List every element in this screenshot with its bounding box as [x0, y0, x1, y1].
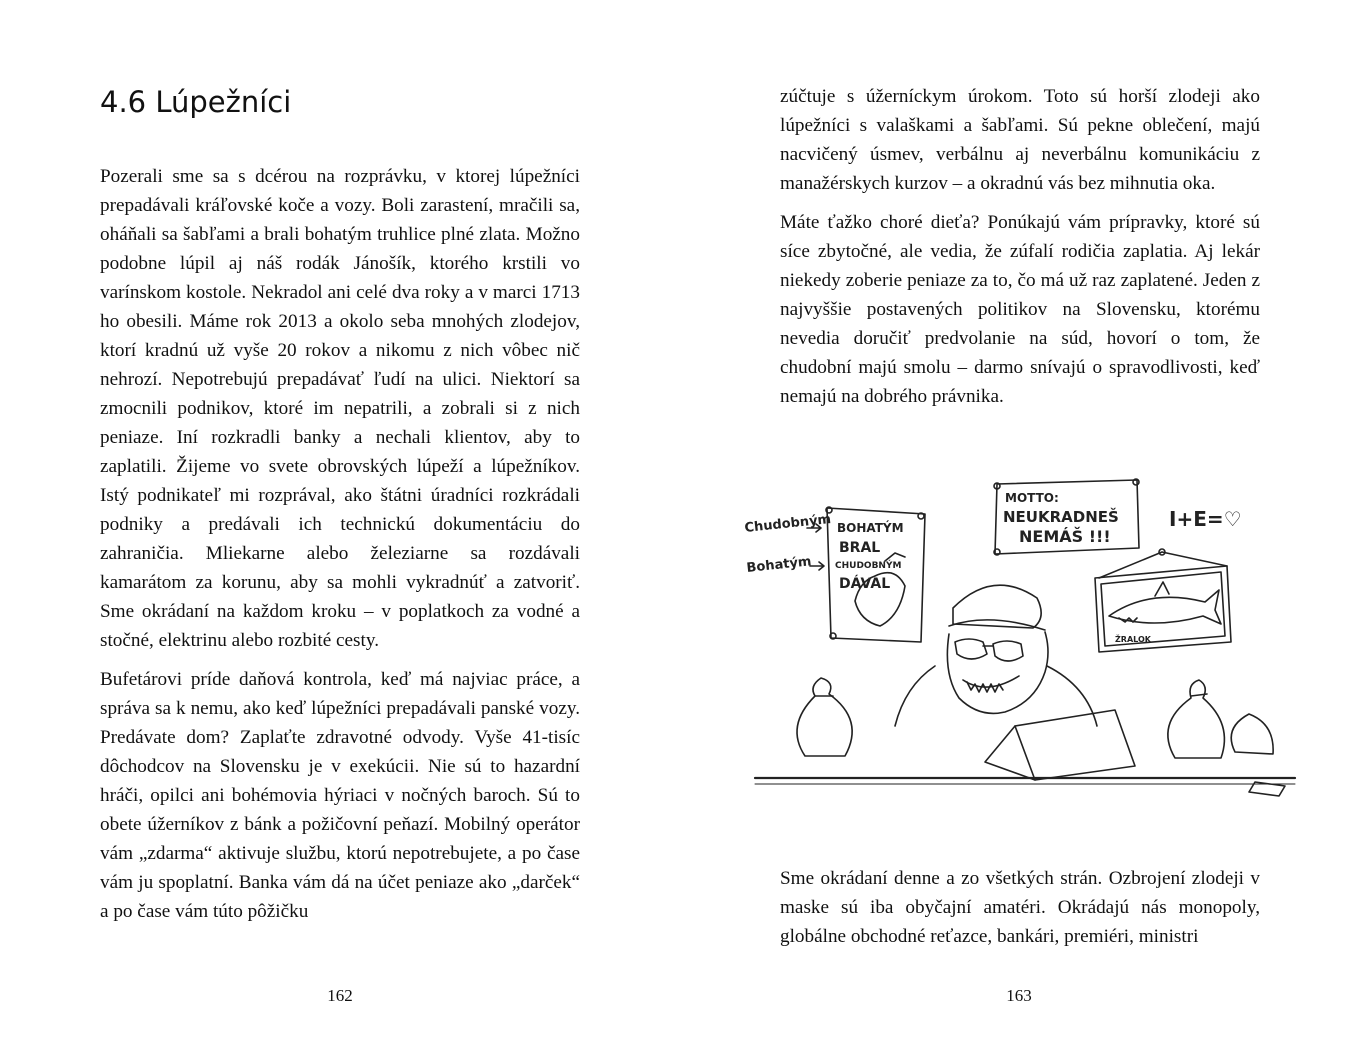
- cartoon-poster-line2: BRAL: [839, 540, 881, 556]
- cartoon-shark-caption: ŽRALOK: [1115, 635, 1151, 644]
- chapter-title: 4.6 Lúpežníci: [100, 85, 292, 119]
- paragraph: Pozerali sme sa s dcérou na rozprávku, v ktorej lúpežníci prepadávali kráľovské koče a vozy. Boli zarastení, mračili sa, oháňali sa šabľami a brali bohatým truhlice plné zlata. Možno podobne lúpil aj náš rodák Jánošík, ktorého krstili vo varínskom kostole. Nekradol ani celé dva roky a v marci 1713 ho obesili. Máme rok 2013 a okolo seba mnohých zlodejov, ktorí kradnú už vyše 20 rokov a nikomu z nich vôbec nič nehrozí. Nepotrebujú prepadávať ľudí na ulici. Niektorí sa zmocnili podnikov, ktoré im nepatrili, a zobrali si z nich peniaze. Iní rozkradli banky a nechali klientov, aby to zaplatili. Žijeme vo svete obrovských lúpeží a lúpežníkov. Istý podnikateľ mi rozprával, ako štátni úradníci rozkrádali podniky a predávali ich technickú dokumentáciu do zahraničia. Mliekarne alebo železiarne sa rozdávali kamarátom za korunu, aby sa mohli vykradnúť a zatvoriť. Sme okrádaní na každom kroku – v poplatkoch za vodné a stočné, elektrinu alebo rozbité cesty.: [100, 166, 580, 651]
- paragraph: Sme okrádaní denne a zo všetkých strán. Ozbrojení zlodeji v maske sú iba obyčajní amatéri. Okrádajú nás monopoly, globálne obchodné reťazce, bankári, premiéri, ministri: [780, 868, 1260, 947]
- cartoon-poster-line3: CHUDOBNÝM: [835, 561, 902, 571]
- cartoon-formula: I+E=♡: [1169, 507, 1242, 531]
- right-page-body-bottom: [780, 864, 1260, 951]
- cartoon-poster-line4: DÁVAL: [839, 576, 891, 592]
- cartoon-motto-line3: NEMÁŠ !!!: [1019, 527, 1111, 546]
- right-page-body-top: [780, 82, 1260, 411]
- cartoon-label-chudobnym: Chudobným: [743, 511, 832, 536]
- cartoon-motto-line1: MOTTO:: [1005, 491, 1059, 505]
- paragraph: zúčtuje s úžerníckym úrokom. Toto sú horší zlodeji ako lúpežníci s valaškami a šabľami. Sú pekne oblečení, majú nacvičený úsmev, verbálnu aj neverbálnu komunikáciu z manažérskych kurzov – a okradnú vás bez mihnutia oka.: [780, 86, 1260, 194]
- cartoon-motto-line2: NEUKRADNEŠ: [1003, 508, 1119, 526]
- left-page-body: [100, 162, 580, 926]
- page-number: 162: [327, 986, 353, 1005]
- cartoon-label-bohatym: Bohatým: [745, 554, 813, 576]
- cartoon-drawing: [735, 466, 1317, 812]
- page-number: 163: [1006, 986, 1032, 1005]
- right-page: [680, 0, 1359, 1063]
- paragraph: Máte ťažko choré dieťa? Ponúkajú vám prípravky, ktoré sú síce zbytočné, ale vedia, že zúfalí rodičia zaplatia. Aj lekár niekedy zoberie peniaze za to, čo má už raz zaplatené. Jeden z najvyššie postavených politikov na Slovensku, ktorému nevedia doručiť predvolanie na súd, hovorí o tom, že chudobní majú smolu – darmo snívajú o spravodlivosti, keď nemajú na dobrého právnika.: [780, 212, 1260, 407]
- paragraph: Bufetárovi príde daňová kontrola, keď má najviac práce, a správa sa k nemu, ako keď lúpežníci prepadávali panské vozy. Predávate dom? Zaplaťte zdravotné odvody. Vyše 41-tisíc dôchodcov na Slovensku je v exekúcii. Nie sú to hazardní hráči, opilci ani bohémovia hýriaci v nočných baroch. Sú to obete úžerníkov z bánk a požičovní peňazí. Mobilný operátor vám „zdarma“ aktivuje službu, ktorú nepotrebujete, a po čase vám ju spoplatní. Banka vám dá na účet peniaze ako „darček“ a po čase vám túto pôžičku: [100, 669, 580, 922]
- cartoon-illustration: [735, 466, 1317, 812]
- cartoon-poster-line1: BOHATÝM: [837, 521, 904, 535]
